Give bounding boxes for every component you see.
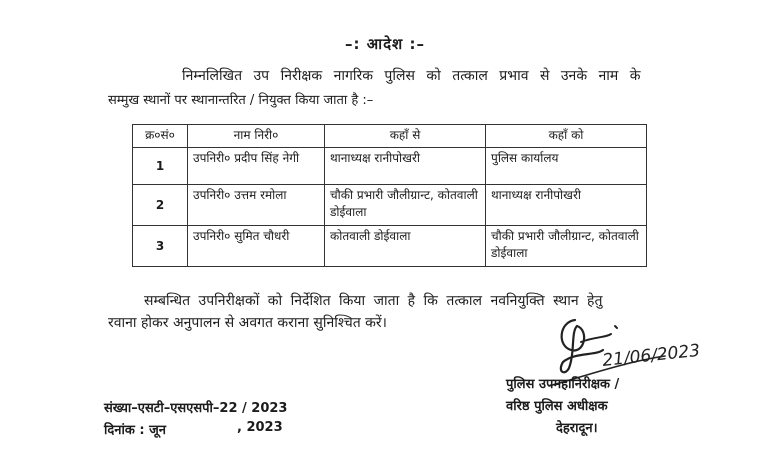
row-serial: 3 — [133, 226, 188, 267]
reference-date-year: , 2023 — [237, 420, 283, 435]
table-row — [133, 226, 647, 267]
row-name: उपनिरी० प्रदीप सिंह नेगी — [188, 148, 325, 185]
intro-line-2: सम्मुख स्थानों पर स्थानान्तरित / नियुक्त किया जाता है :– — [108, 93, 374, 108]
header-name: नाम निरी० — [188, 125, 325, 148]
order-heading: –: आदेश :– — [345, 35, 425, 53]
row-from: कोतवाली डोईवाला — [325, 226, 486, 267]
officer-title-1: पुलिस उपमहानिरीक्षक / — [506, 377, 620, 392]
table-header-row — [133, 125, 647, 148]
row-from: चौकी प्रभारी जौलीग्रान्ट, कोतवाली डोईवाला — [325, 185, 486, 226]
transfer-table — [132, 124, 647, 267]
officer-location: देहरादून। — [556, 421, 598, 436]
officer-title-2: वरिष्ठ पुलिस अधीक्षक — [506, 399, 608, 414]
header-to: कहाँ को — [486, 125, 647, 148]
row-from: थानाध्यक्ष रानीपोखरी — [325, 148, 486, 185]
row-to: पुलिस कार्यालय — [486, 148, 647, 185]
instruction-line-1: सम्बन्धित उपनिरीक्षकों को निर्देशित किया जाता है कि तत्काल नवनियुक्ति स्थान हेतु — [144, 293, 603, 309]
header-from: कहाँ से — [325, 125, 486, 148]
header-serial: क्र०सं० — [133, 125, 188, 148]
table-row — [133, 148, 647, 185]
row-to: थानाध्यक्ष रानीपोखरी — [486, 185, 647, 226]
row-name: उपनिरी० उत्तम रमोला — [188, 185, 325, 226]
instruction-line-2: रवाना होकर अनुपालन से अवगत कराना सुनिश्चित करें। — [108, 315, 387, 331]
table-row — [133, 185, 647, 226]
reference-number: संख्या–एसटी–एसएसपी–22 / 2023 — [104, 401, 288, 416]
signature-date: 21/06/2023 — [601, 340, 701, 371]
row-serial: 1 — [133, 148, 188, 185]
row-serial: 2 — [133, 185, 188, 226]
reference-date-label: दिनांक : जून — [104, 423, 166, 438]
intro-line-1: निम्नलिखित उप निरीक्षक नागरिक पुलिस को तत्काल प्रभाव से उनके नाम के — [182, 68, 641, 84]
row-to: चौकी प्रभारी जौलीग्रान्ट, कोतवाली डोईवाला — [486, 226, 647, 267]
row-name: उपनिरी० सुमित चौधरी — [188, 226, 325, 267]
